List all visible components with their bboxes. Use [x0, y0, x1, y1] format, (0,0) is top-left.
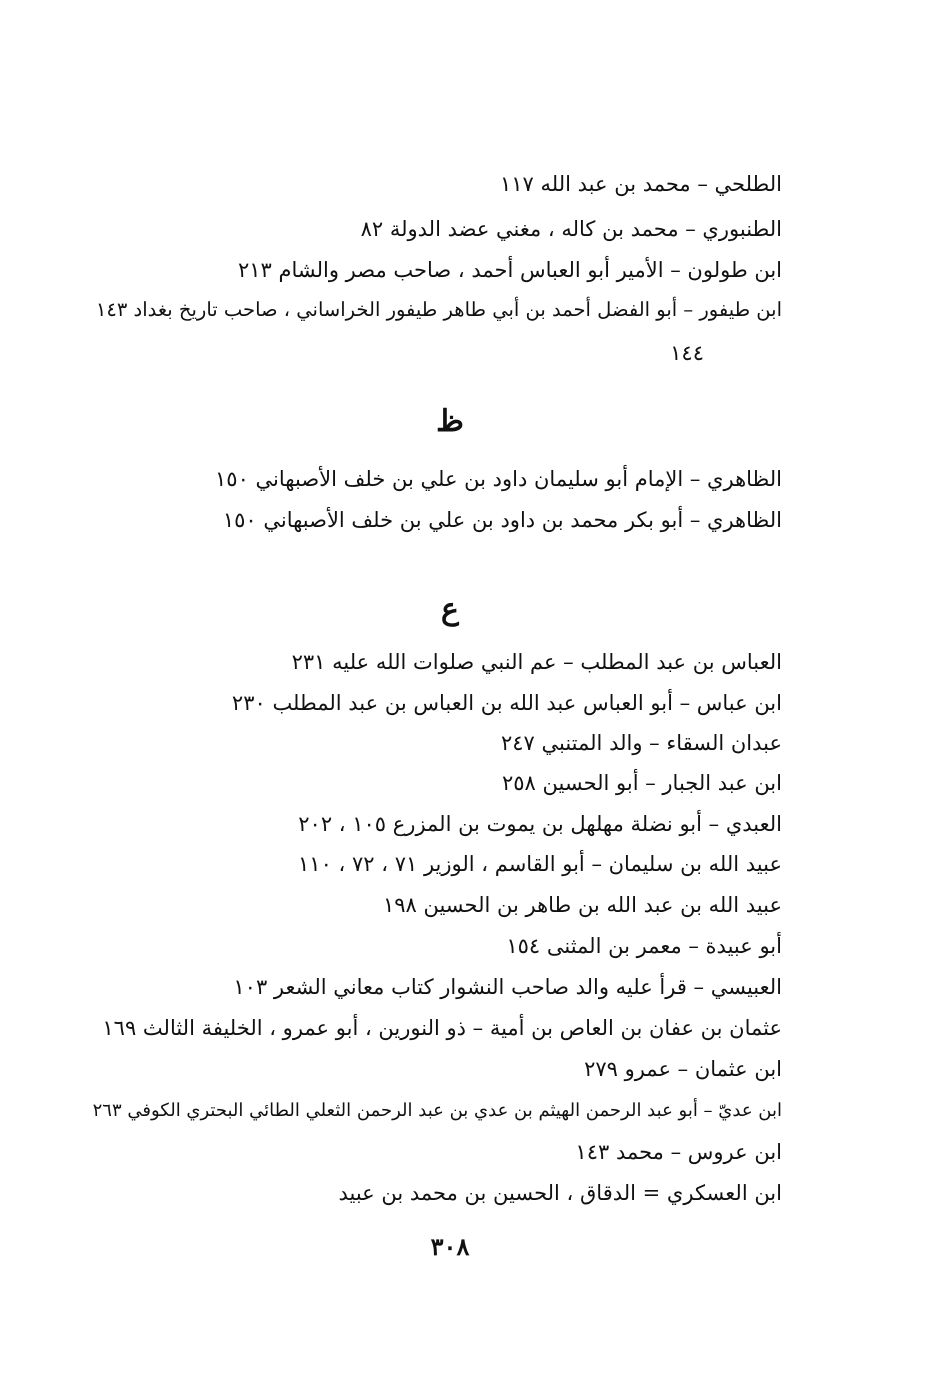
index-entry: أبو عبيدة – معمر بن المثنى ١٥٤	[506, 934, 782, 958]
index-entry: ابن عروس – محمد ١٤٣	[575, 1140, 782, 1164]
index-entry: ابن طيفور – أبو الفضل أحمد بن أبي طاهر طيفور الخراساني ، صاحب تاريخ بغداد ١٤٣	[95, 298, 782, 321]
index-entry: الظاهري – الإمام أبو سليمان داود بن علي بن خلف الأصبهاني ١٥٠	[215, 467, 782, 491]
index-entry: عبيد الله بن عبد الله بن طاهر بن الحسين ١٩٨	[382, 893, 782, 917]
index-entry: العباس بن عبد المطلب – عم النبي صلوات الله عليه ٢٣١	[291, 650, 782, 674]
index-entry: العبيسي – قرأ عليه والد صاحب النشوار كتاب معاني الشعر ١٠٣	[233, 975, 782, 999]
page-number: ٣٠٨	[430, 1232, 470, 1261]
index-entry: عبيد الله بن سليمان – أبو القاسم ، الوزير ٧١ ، ٧٢ ، ١١٠	[298, 852, 782, 876]
letter-heading-ain: ع	[441, 592, 459, 627]
index-entry: ابن عبد الجبار – أبو الحسين ٢٥٨	[502, 771, 782, 795]
index-entry: عثمان بن عفان بن العاص بن أمية – ذو النورين ، أبو عمرو ، الخليفة الثالث ١٦٩	[102, 1016, 782, 1040]
index-entry: ابن عديّ – أبو عبد الرحمن الهيثم بن عدي بن عبد الرحمن الثعلي الطائي البحتري الكوفي ٢٦٣	[92, 1100, 782, 1121]
index-entry: ابن عثمان – عمرو ٢٧٩	[584, 1057, 782, 1081]
index-entry: العبدي – أبو نضلة مهلهل بن يموت بن المزرع ١٠٥ ، ٢٠٢	[298, 812, 782, 836]
index-entry: ابن عباس – أبو العباس عبد الله بن العباس بن عبد المطلب ٢٣٠	[231, 691, 782, 715]
index-entry-continuation: ١٤٤	[670, 341, 704, 365]
letter-heading-za: ظ	[436, 404, 464, 439]
index-entry: ابن طولون – الأمير أبو العباس أحمد ، صاحب مصر والشام ٢١٣	[237, 258, 782, 282]
index-entry: ابن العسكري = الدقاق ، الحسين بن محمد بن عبيد	[338, 1181, 782, 1205]
index-entry: الطلحي – محمد بن عبد الله ١١٧	[500, 172, 782, 196]
index-entry: الظاهري – أبو بكر محمد بن داود بن علي بن خلف الأصبهاني ١٥٠	[222, 508, 782, 532]
index-entry: الطنبوري – محمد بن كاله ، مغني عضد الدولة ٨٢	[360, 217, 782, 241]
index-entry: عبدان السقاء – والد المتنبي ٢٤٧	[500, 731, 782, 755]
